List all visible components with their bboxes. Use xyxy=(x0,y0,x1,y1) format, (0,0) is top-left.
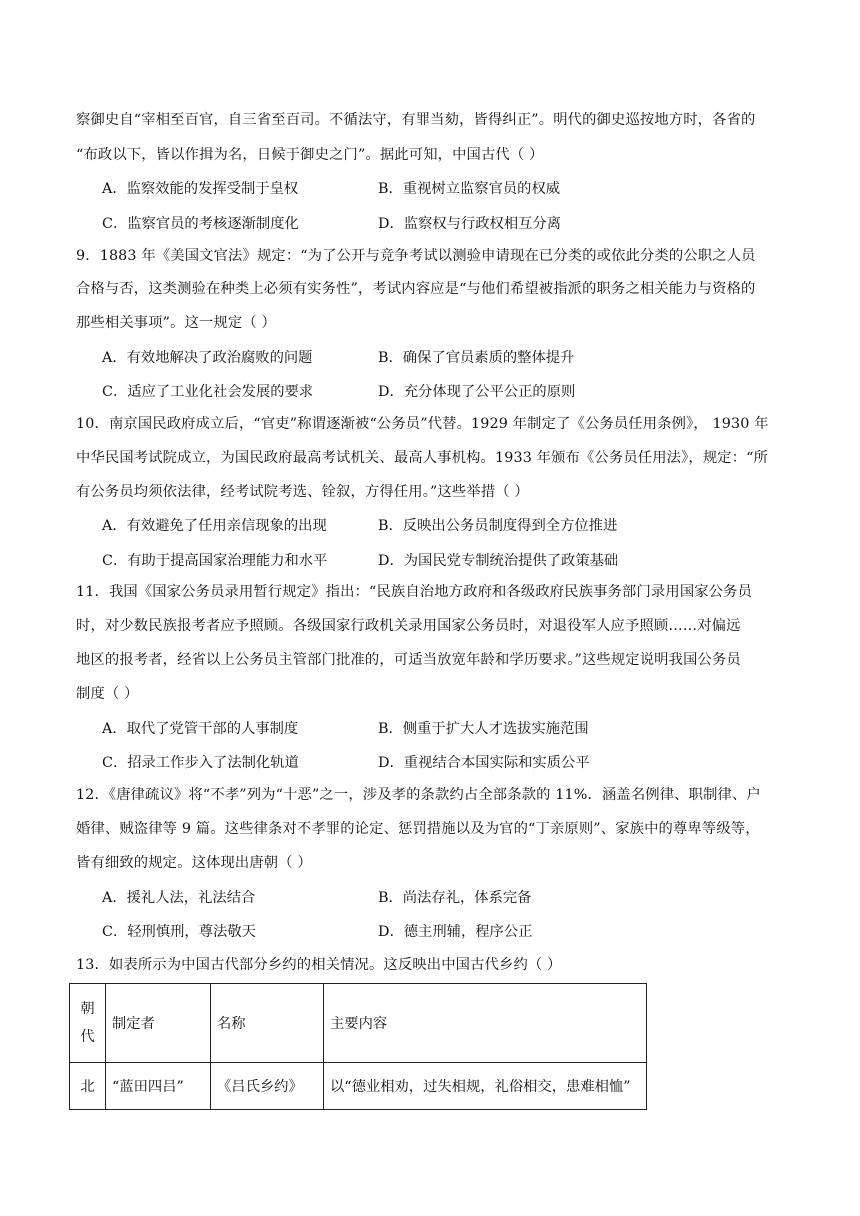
question-12-stem-line: 婚律、贼盗律等 9 篇。这些律条对不孝罪的论定、惩罚措施以及为官的“丁亲原则”、家族中的尊卑等级等， xyxy=(76,821,760,837)
question-8-stem-line: 察御史自“宰相至百官，自三省至百司。不循法守，有罪当劾，皆得纠正”。明代的御史巡按地方时，各省的 xyxy=(76,112,756,128)
question-9-option-a: A．有效地解决了政治腐败的问题 xyxy=(102,350,313,366)
question-9-stem-line: 合格与否，这类测验在种类上必须有实务性”，考试内容应是“与他们希望被指派的职务之相关能力与资格的 xyxy=(76,281,756,297)
question-13-stem-line: 13．如表所示为中国古代部分乡约的相关情况。这反映出中国古代乡约（ ） xyxy=(76,957,562,973)
question-12-stem-line: 12．《唐律疏议》将“不孝”列为“十恶”之一，涉及孝的条款约占全部条款的 11%．涵盖名例律、职制律、户 xyxy=(76,787,761,803)
question-10-stem-line: 有公务员均须依法律，经考试院考选、铨叙，方得任用。”这些举措（ ） xyxy=(76,484,529,500)
question-9-option-b: B．确保了官员素质的整体提升 xyxy=(378,350,575,366)
question-10-stem-line: 10．南京国民政府成立后，“官吏”称谓逐渐被“公务员”代替。1929 年制定了《公务员任用条例》， 1930 年 xyxy=(76,416,769,432)
xiangyue-table xyxy=(69,983,647,1110)
table-row xyxy=(70,1063,647,1110)
question-12-option-b: B．尚法存礼，体系完备 xyxy=(378,890,532,906)
question-12-stem-line: 皆有细致的规定。这体现出唐朝（ ） xyxy=(76,855,312,871)
table-header-cell: 制定者 xyxy=(106,984,211,1063)
question-9-option-c: C．适应了工业化社会发展的要求 xyxy=(102,384,314,400)
dynasty-header-char-2: 代 xyxy=(80,1029,95,1045)
table-header-cell: 主要内容 xyxy=(324,984,647,1063)
table-header-row xyxy=(70,984,647,1063)
question-8-option-a: A．监察效能的发挥受制于皇权 xyxy=(102,181,299,197)
question-9-option-d: D．充分体现了公平公正的原则 xyxy=(378,384,576,400)
table-header-cell xyxy=(70,984,106,1063)
table-cell: “蓝田四吕” xyxy=(106,1063,211,1110)
question-10-option-b: B．反映出公务员制度得到全方位推进 xyxy=(378,518,618,534)
question-9-stem-line: 9．1883 年《美国文官法》规定：“为了公开与竞争考试以测验申请现在已分类的或依此分类的公职之人员 xyxy=(76,248,756,264)
question-8-stem-line: “布政以下，皆以作揖为名，日候于御史之门”。据此可知，中国古代（ ） xyxy=(76,147,544,163)
question-11-stem-line: 11．我国《国家公务员录用暂行规定》指出：“民族自治地方政府和各级政府民族事务部门录用国家公务员 xyxy=(76,584,753,600)
question-11-option-b: B．侧重于扩大人才选拔实施范围 xyxy=(378,721,589,737)
question-10-stem-line: 中华民国考试院成立，为国民政府最高考试机关、最高人事机构。1933 年颁布《公务员任用法》，规定：“所 xyxy=(76,450,769,466)
table-cell: 以“德业相劝，过失相规，礼俗相交，患难相恤” xyxy=(324,1063,647,1110)
question-10-option-c: C．有助于提高国家治理能力和水平 xyxy=(102,553,328,569)
question-11-option-a: A．取代了党管干部的人事制度 xyxy=(102,721,299,737)
question-11-stem-line: 时，对少数民族报考者应予照顾。各级国家行政机关录用国家公务员时，对退役军人应予照顾……对偏远 xyxy=(76,618,741,634)
question-11-option-c: C．招录工作步入了法制化轨道 xyxy=(102,755,299,771)
question-11-stem-line: 制度（ ） xyxy=(76,686,139,702)
table-cell: 《吕氏乡约》 xyxy=(211,1063,324,1110)
question-12-option-c: C．轻刑慎刑，尊法敬天 xyxy=(102,924,256,940)
question-11-stem-line: 地区的报考者，经省以上公务员主管部门批准的，可适当放宽年龄和学历要求。”这些规定说明我国公务员 xyxy=(76,652,741,668)
question-8-option-d: D．监察权与行政权相互分离 xyxy=(378,216,562,232)
question-10-option-d: D．为国民党专制统治提供了政策基础 xyxy=(378,553,619,569)
question-8-option-c: C．监察官员的考核逐渐制度化 xyxy=(102,216,299,232)
question-9-stem-line: 那些相关事项”。这一规定（ ） xyxy=(76,315,276,331)
question-11-option-d: D．重视结合本国实际和实质公平 xyxy=(378,755,590,771)
question-12-option-a: A．援礼人法，礼法结合 xyxy=(102,890,256,906)
dynasty-header-char-1: 朝 xyxy=(80,1001,95,1017)
question-12-option-d: D．德主刑辅，程序公正 xyxy=(378,924,533,940)
table-header-cell: 名称 xyxy=(211,984,324,1063)
question-8-option-b: B．重视树立监察官员的权威 xyxy=(378,181,561,197)
question-10-option-a: A．有效避免了任用亲信现象的出现 xyxy=(102,518,327,534)
table-cell: 北 xyxy=(70,1063,106,1110)
